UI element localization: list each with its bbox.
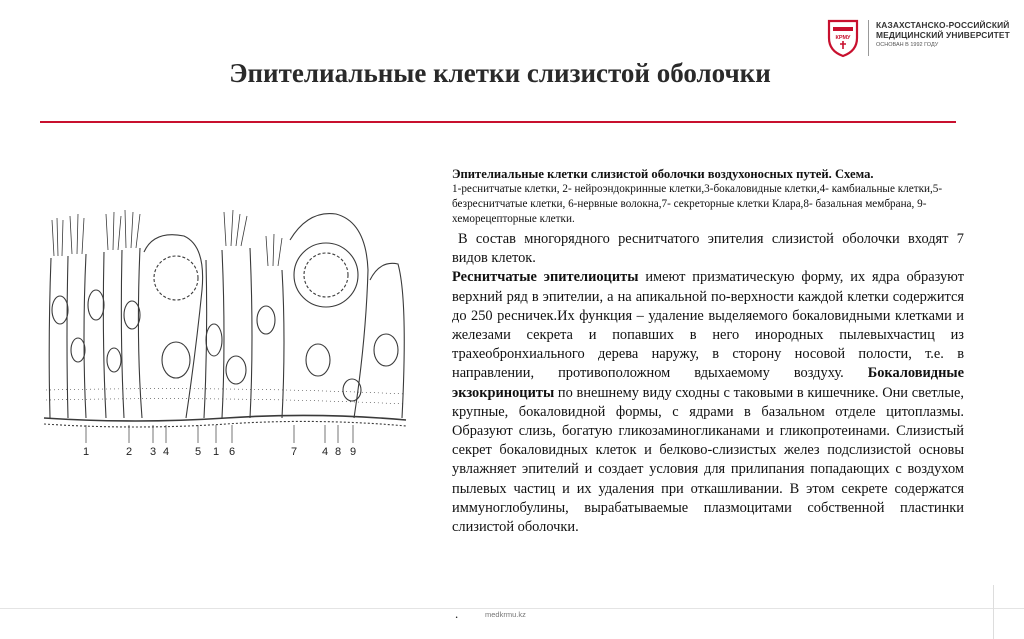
epithelium-drawing: [44, 210, 406, 427]
goblet-cells-text: по внешнему виду сходны с таковыми в кишечнике. Они светлые, крупные, бокаловидной формы, с ядрами в базальном отделе цитоплазмы. Образуют слизь, богатую гликозаминогликанами и гликопротеинами. Слизистый секрет бокаловидных клеток и белково-слизистых желез подслизистой основы увлажняет эпителий и создает условия для прилипания попадающих с воздухом пылевых частиц и их удаления при откашливании. В этом секрете содержатся иммуноглобулины, вырабатываемые плазмоцитами собственной пластинки слизистой оболочки.: [452, 384, 964, 536]
term-ciliated-cells: Реснитчатые эпителиоциты: [452, 269, 639, 286]
logo-divider: [868, 20, 869, 56]
figure-label: 6: [228, 446, 236, 458]
figure-label: 2: [125, 446, 133, 458]
logo-line-2: МЕДИЦИНСКИЙ УНИВЕРСИТЕТ: [876, 30, 1010, 40]
logo-text: [876, 20, 1010, 50]
university-logo: [826, 18, 1016, 60]
figure-caption-legend: 1-реснитчатые клетки, 2- нейроэндокринные клетки,3-бокаловидные клетки,4- камбиальные клетки,5- безреснитчатые клетки, 6-нервные волокна,7- секреторные клетки Клара,8- базальная мембрана, 9-хеморецепторные клетки.: [452, 183, 943, 225]
main-paragraph: [452, 268, 964, 537]
figure-label: 7: [290, 446, 298, 458]
university-shield-icon: [826, 18, 860, 58]
footer-url: medkrmu.kz: [485, 610, 526, 619]
footer-divider: [0, 608, 1024, 609]
logo-line-1: КАЗАХСТАНСКО-РОССИЙСКИЙ: [876, 20, 1010, 30]
slide-title: Эпителиальные клетки слизистой оболочки: [229, 58, 771, 88]
figure-label: 9: [349, 446, 357, 458]
logo-abbr: КРМУ: [835, 35, 851, 41]
title-underline: [40, 121, 956, 123]
figure-label: 5: [194, 446, 202, 458]
footer-dot: .: [455, 606, 459, 621]
footer-right-divider: [993, 585, 994, 639]
figure-label: 4: [321, 446, 329, 458]
term-goblet-cells: Бокаловидные экзокриноциты: [452, 365, 964, 401]
figure-label: 4: [162, 446, 170, 458]
figure-label: 8: [334, 446, 342, 458]
figure-label: 1: [212, 446, 220, 458]
intro-paragraph: В состав многорядного реснитчатого эпителия слизистой оболочки входят 7 видов клеток.: [452, 231, 964, 267]
figure-caption-heading: Эпителиальные клетки слизистой оболочки воздухоносных путей. Схема.: [452, 167, 874, 181]
ciliated-cells-text: имеют призматическую форму, их ядра образуют верхний ряд в эпителии, а на апикальной по-верхности каждой клетки содержится до 250 ресничек.Их функция – удаление выделяемого бокаловидными клетками и железами секрета и попавших в него инородных пылевыхчастиц из трахеобронхиального дерева наружу, в сторону носовой полости, т.е. в направлении, противоположном вдыхаемому воздуху.: [452, 269, 965, 382]
figure-label: 1: [82, 446, 90, 458]
epithelium-diagram: [36, 200, 418, 470]
figure-label: 3: [149, 446, 157, 458]
logo-founded: ОСНОВАН В 1992 ГОДУ: [876, 42, 939, 48]
text-column: [452, 166, 964, 537]
